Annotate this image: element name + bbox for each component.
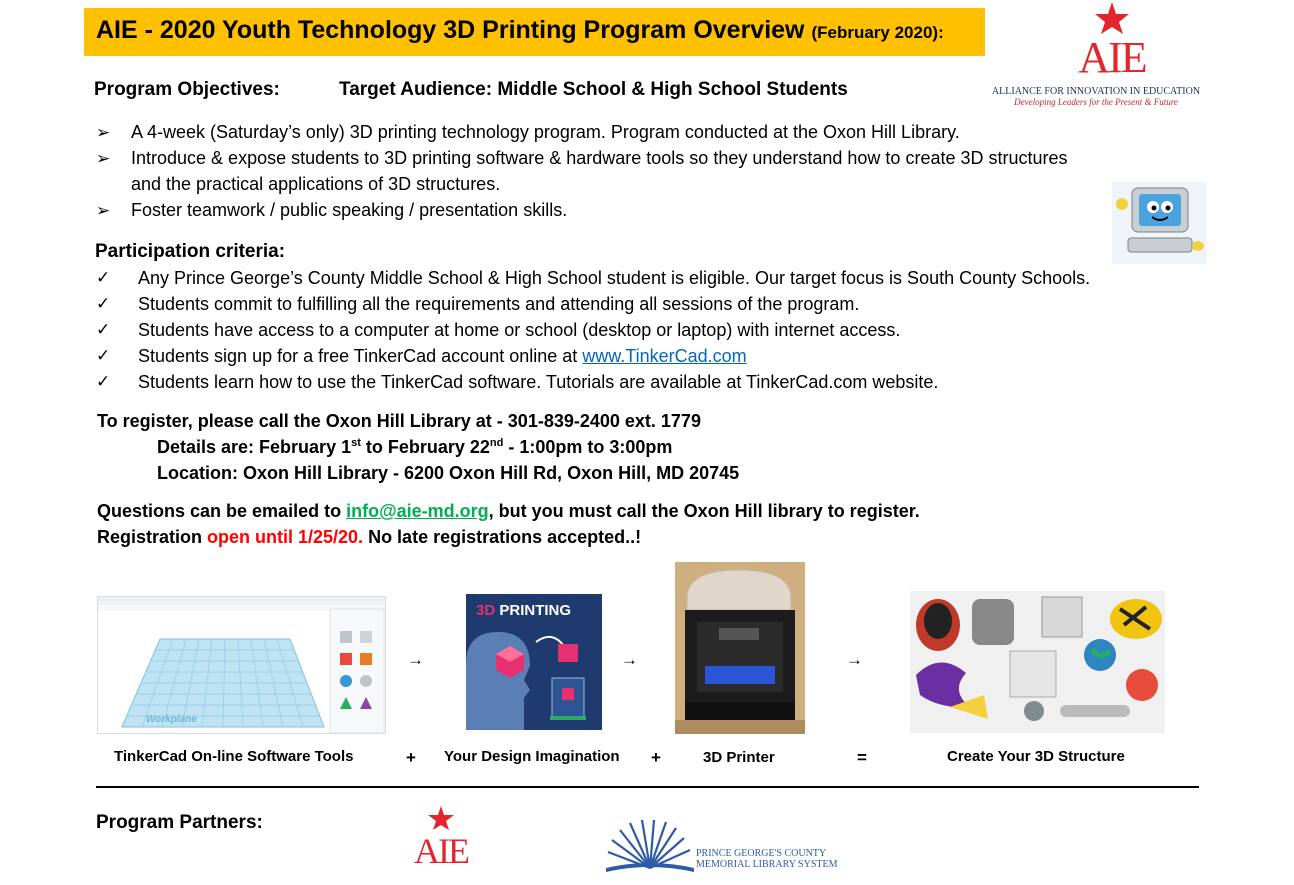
arrow-icon: → — [407, 650, 424, 669]
arrow-icon: → — [621, 650, 638, 669]
registration-text: No late registrations accepted..! — [363, 527, 642, 547]
3d-printer-photo — [675, 562, 805, 734]
aie-partner-logo — [404, 806, 478, 880]
partners-heading: Program Partners: — [96, 812, 263, 833]
questions-line — [97, 501, 920, 522]
details-sup: nd — [489, 437, 504, 449]
details-line — [157, 437, 672, 458]
email-link[interactable]: info@aie-md.org — [346, 501, 489, 521]
aie-logo-letters: AIE — [1078, 33, 1146, 82]
questions-text: Questions can be emailed to — [97, 501, 347, 521]
aie-partner-letters: AIE — [414, 831, 468, 871]
objective-item: Foster teamwork / public speaking / presentation skills. — [131, 200, 568, 220]
title-main: AIE - 2020 Youth Technology 3D Printing Program Overview — [96, 16, 805, 44]
page-title — [96, 16, 944, 45]
tinkercad-link[interactable]: www.TinkerCad.com — [582, 346, 747, 366]
caption-tinkercad: TinkerCad On-line Software Tools — [114, 748, 354, 765]
objective-item: A 4-week (Saturday’s only) 3D printing technology program. Program conducted at the Oxon Hill Library. — [131, 122, 960, 142]
objective-item-continued: and the practical applications of 3D structures. — [131, 174, 501, 194]
criteria-item: Students learn how to use the TinkerCad software. Tutorials are available at TinkerCad.com website. — [138, 372, 939, 392]
tinkercad-screenshot — [97, 596, 386, 734]
library-name-line1: PRINCE GEORGE'S COUNTY — [696, 848, 827, 859]
plus-sign: + — [651, 748, 661, 767]
arrow-bullet-icon: ➢ — [96, 201, 111, 220]
caption-printer: 3D Printer — [703, 749, 775, 766]
printing-label: 3D PRINTING — [476, 602, 572, 619]
check-icon: ✓ — [96, 346, 111, 365]
equals-sign: = — [857, 748, 867, 767]
library-logo — [604, 818, 838, 874]
criteria-item: Students commit to fulfilling all the requirements and attending all sessions of the program. — [138, 294, 860, 314]
aie-logo — [985, 2, 1205, 110]
criteria-item-text: Students sign up for a free TinkerCad account online at — [138, 346, 583, 366]
computer-mascot-icon — [1112, 182, 1207, 264]
location-line: Location: Oxon Hill Library - 6200 Oxon Hill Rd, Oxon Hill, MD 20745 — [157, 463, 740, 483]
3d-printing-graphic — [466, 594, 602, 730]
target-audience: Target Audience: Middle School & High School Students — [339, 79, 848, 100]
workplane-label: Workplane — [146, 714, 197, 725]
arrow-bullet-icon: ➢ — [96, 149, 111, 168]
plus-sign: + — [406, 748, 416, 767]
objectives-heading: Program Objectives: — [94, 79, 280, 100]
aie-logo-tagline: Developing Leaders for the Present & Future — [1014, 97, 1178, 107]
aie-logo-name: ALLIANCE FOR INNOVATION IN EDUCATION — [991, 86, 1201, 97]
divider — [96, 786, 1199, 788]
library-name-line2: MEMORIAL LIBRARY SYSTEM — [696, 859, 838, 870]
criteria-item: Students have access to a computer at home or school (desktop or laptop) with internet access. — [138, 320, 901, 340]
registration-text: Registration — [97, 527, 208, 547]
3d-structures-photo — [910, 591, 1165, 733]
check-icon: ✓ — [96, 320, 111, 339]
criteria-item: Any Prince George’s County Middle School & High School student is eligible. Our target focus is South County Schools. — [138, 268, 1091, 288]
objective-item: Introduce & expose students to 3D printing software & hardware tools so they understand how to create 3D structures — [131, 148, 1068, 168]
caption-structure: Create Your 3D Structure — [947, 748, 1125, 765]
criteria-item — [138, 346, 747, 367]
registration-open-text: open until 1/25/20. — [207, 527, 364, 547]
register-line: To register, please call the Oxon Hill Library at - 301-839-2400 ext. 1779 — [97, 411, 701, 431]
details-sup: st — [351, 437, 361, 449]
title-date: (February 2020): — [811, 23, 944, 42]
criteria-heading: Participation criteria: — [95, 241, 286, 262]
details-text: Details are: February 1 — [157, 437, 352, 457]
check-icon: ✓ — [96, 372, 111, 391]
registration-deadline — [97, 527, 641, 548]
details-text: - 1:00pm to 3:00pm — [503, 437, 673, 457]
questions-text: , but you must call the Oxon Hill library to register. — [488, 501, 920, 521]
library-sunburst-icon — [604, 818, 694, 874]
caption-imagination: Your Design Imagination — [444, 748, 620, 765]
details-text: to February 22 — [360, 437, 490, 457]
check-icon: ✓ — [96, 294, 111, 313]
check-icon: ✓ — [96, 268, 111, 287]
arrow-bullet-icon: ➢ — [96, 123, 111, 142]
arrow-icon: → — [846, 650, 863, 669]
